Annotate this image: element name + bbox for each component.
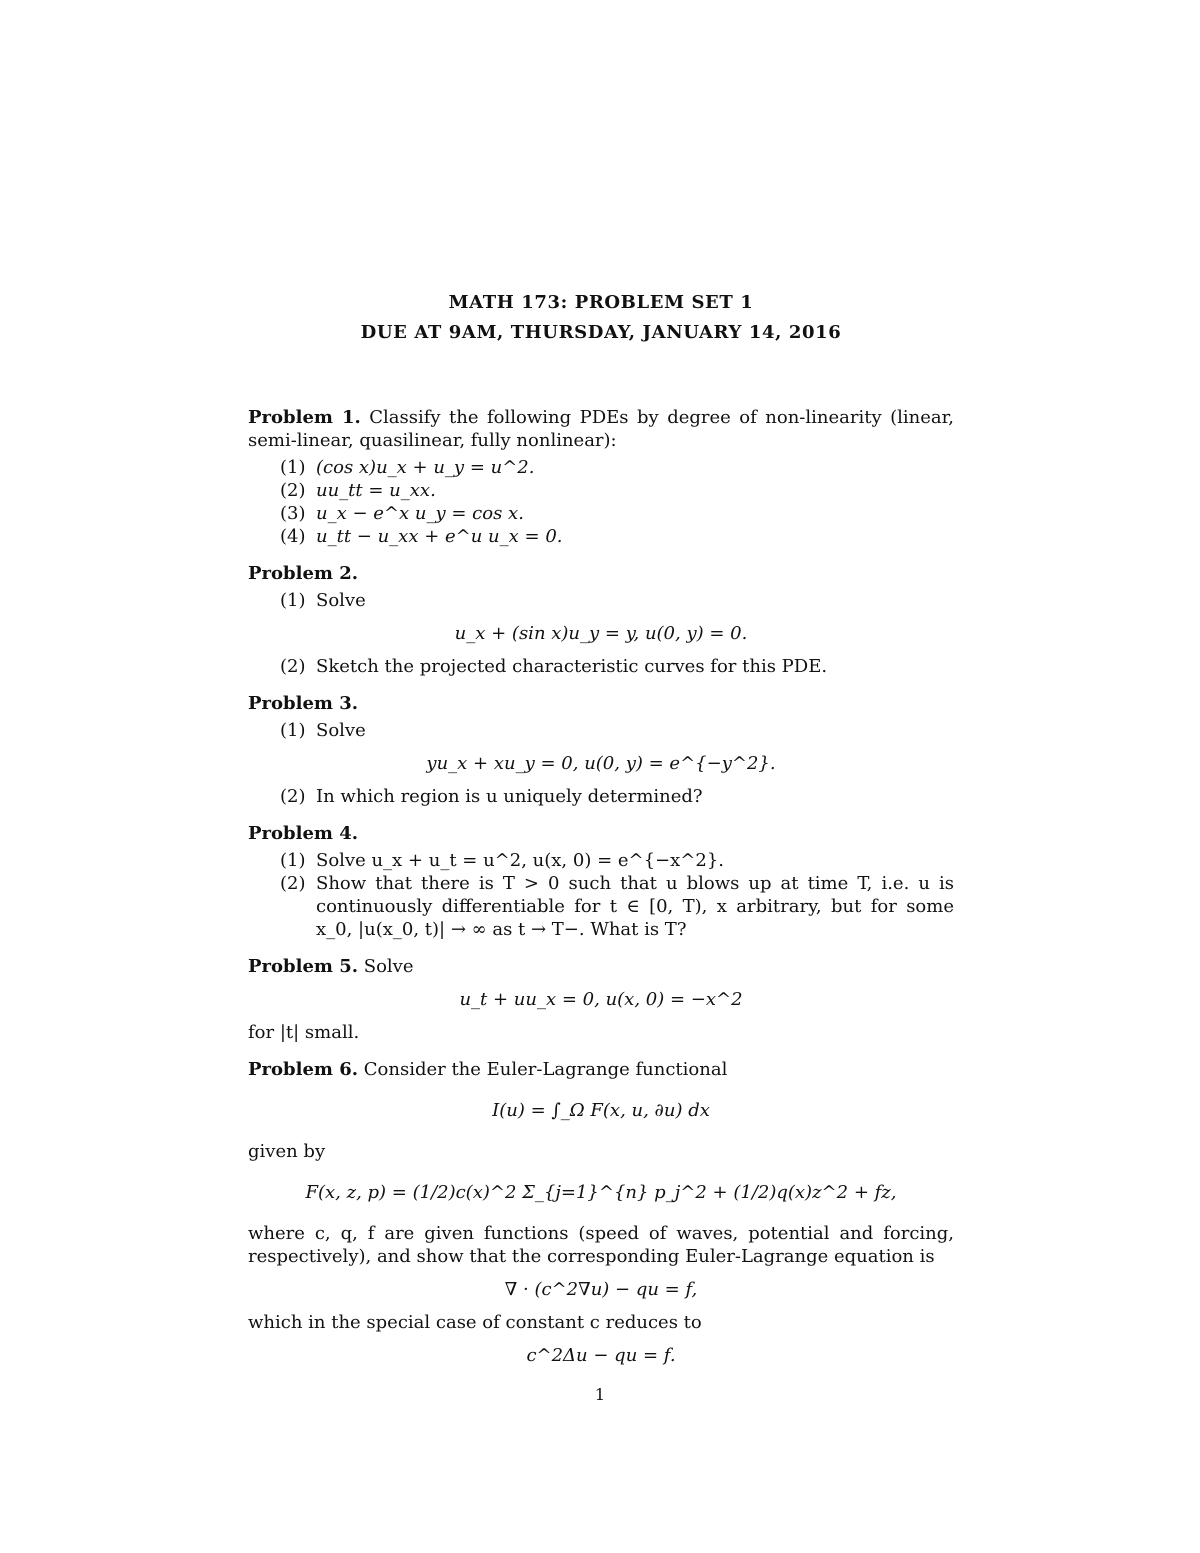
due-date: DUE AT 9AM, THURSDAY, JANUARY 14, 2016: [360, 322, 842, 343]
display-equation: F(x, z, p) = (1/2)c(x)^2 Σ_{j=1}^{n} p_j^2 + (1/2)q(x)z^2 + fz,: [305, 1182, 897, 1203]
list-item: (1) (cos x)u_x + u_y = u^2.: [280, 457, 535, 478]
problem-label: Problem 5.: [248, 956, 359, 977]
problem-intro: Solve: [363, 956, 414, 977]
list-item: (1) Solve: [280, 590, 366, 611]
document-page: [248, 288, 954, 1381]
problem-intro: Consider the Euler-Lagrange functional: [363, 1059, 728, 1080]
display-equation: I(u) = ∫_Ω F(x, u, ∂u) dx: [492, 1100, 710, 1121]
problem-label: Problem 6.: [248, 1059, 359, 1080]
problem-label: Problem 3.: [248, 693, 359, 714]
problem-text: for |t| small.: [248, 1022, 360, 1043]
problem-label: Problem 4.: [248, 823, 359, 844]
problem-text: where c, q, f are given functions (speed of waves, potential and forcing, respectively), and show that the corresponding Euler-Lagrange equation is: [248, 1223, 954, 1267]
display-equation: ∇ · (c^2∇u) − qu = f,: [504, 1279, 698, 1300]
problem-1: [248, 406, 954, 548]
list-item: (2) Show that there is T > 0 such that u blows up at time T, i.e. u is continuously differentiable for t ∈ [0, T), x arbitrary, but for some x_0, |u(x_0, t)| → ∞ as t → T−. What is T?: [280, 873, 954, 940]
problem-text: which in the special case of constant c reduces to: [248, 1312, 702, 1333]
list-item: (2) Sketch the projected characteristic curves for this PDE.: [280, 656, 828, 677]
display-equation: yu_x + xu_y = 0, u(0, y) = e^{−y^2}.: [426, 753, 776, 774]
problem-6: [248, 1058, 954, 1367]
list-item: (2) In which region is u uniquely determined?: [280, 786, 703, 807]
problem-label: Problem 1.: [248, 407, 361, 428]
document-title: MATH 173: PROBLEM SET 1: [448, 292, 754, 313]
problem-4: [248, 822, 954, 941]
list-item: (4) u_tt − u_xx + e^u u_x = 0.: [280, 526, 563, 547]
display-equation: u_x + (sin x)u_y = y, u(0, y) = 0.: [454, 623, 748, 644]
list-item: (2) uu_tt = u_xx.: [280, 480, 436, 501]
problem-3: [248, 692, 954, 808]
list-item: (1) Solve u_x + u_t = u^2, u(x, 0) = e^{−x^2}.: [280, 850, 724, 871]
problem-label: Problem 2.: [248, 563, 359, 584]
problem-5: [248, 955, 954, 1044]
problem-text: given by: [248, 1141, 326, 1162]
display-equation: c^2Δu − qu = f.: [526, 1345, 676, 1366]
title-block: [248, 288, 954, 348]
display-equation: u_t + uu_x = 0, u(x, 0) = −x^2: [459, 989, 743, 1010]
list-item: (1) Solve: [280, 720, 366, 741]
problem-2: [248, 562, 954, 678]
problem-intro: Classify the following PDEs by degree of non-linearity (linear, semi-linear, quasilinear, fully nonlinear):: [248, 407, 954, 451]
list-item: (3) u_x − e^x u_y = cos x.: [280, 503, 524, 524]
page-number: 1: [594, 1385, 606, 1404]
